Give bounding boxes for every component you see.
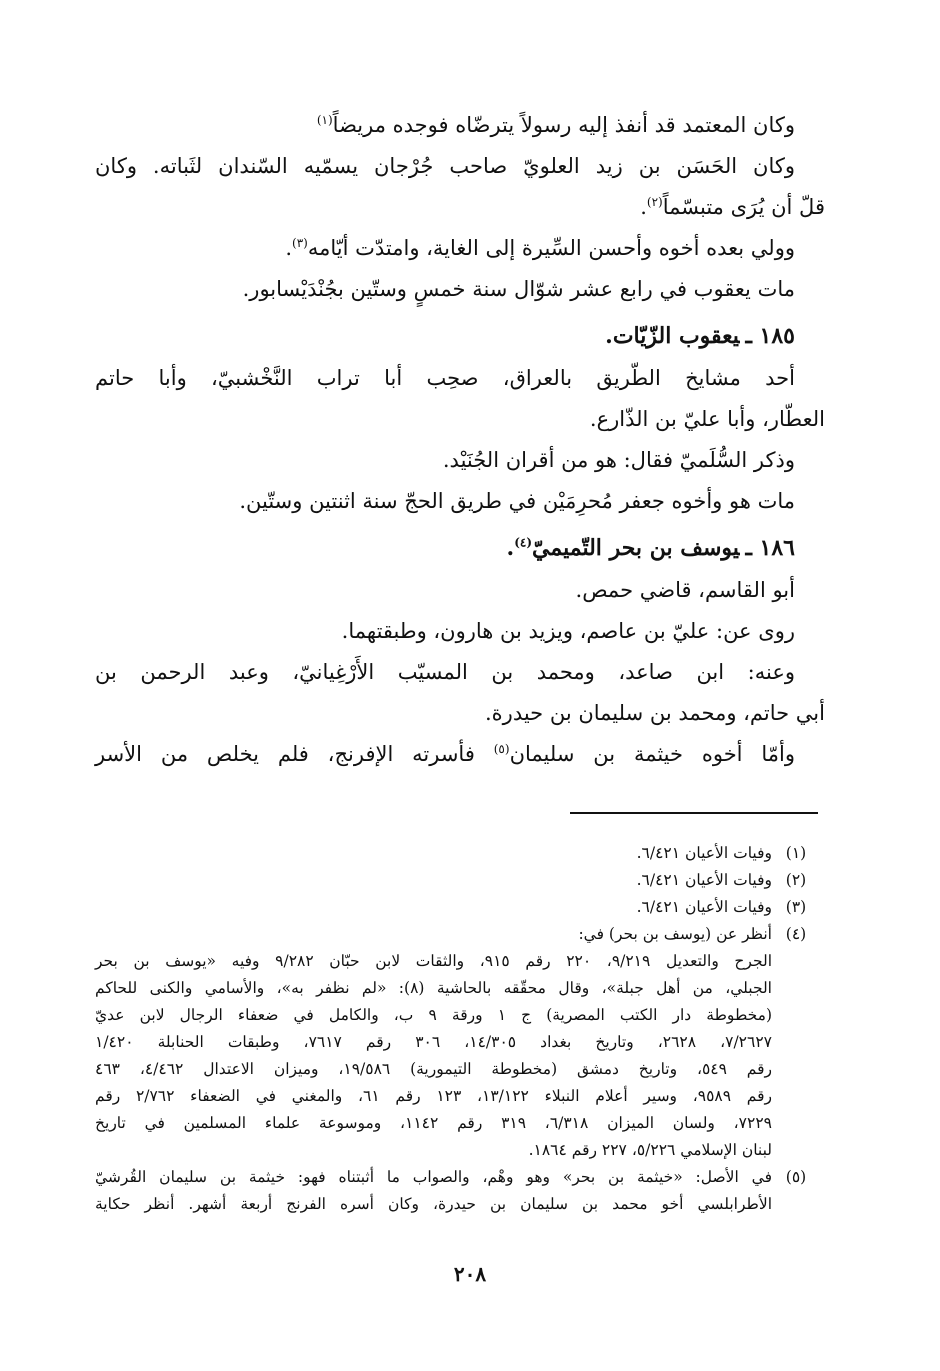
footnote-line: ٧/٢٦٢٧، ٢٦٢٨، وتاريخ بغداد ١٤/٣٠٥، ٣٠٦ رقم ٧٦١٧، وطبقات الحنابلة ١/٤٢٠ (95, 1033, 772, 1051)
page-number: ٢٠٨ (453, 1262, 487, 1286)
text-line: مات يعقوب في رابع عشر شوّال سنة خمسٍ وستّين بجُنْدَيْسابور. (242, 277, 795, 301)
footnote-ref: (١) (316, 113, 333, 127)
footnote-ref: (٤) (514, 535, 533, 550)
footnote-text: وفيات الأعيان ٦/٤٢١. (636, 844, 772, 862)
entry-number: ١٨٦ ـ (745, 535, 795, 561)
entry-heading-186: ١٨٦ ـيوسف بن بحر التّميميّ$^{(٤)}$. (506, 535, 795, 561)
entry-title: يعقوب الزّيّات. (605, 323, 740, 349)
footnote-2 (95, 867, 820, 894)
footnote-text (95, 1164, 772, 1218)
text-line: روى عن: عليّ بن عاصم، ويزيد بن هارون، وطبقتهما. (341, 619, 795, 643)
footnote-4 (95, 921, 820, 1164)
footnote-line: (مخطوطة دار الكتب المصرية) ج ١ ورقة ٩ ب، والكامل في ضعفاء الرجال لابن عديّ (95, 1006, 773, 1024)
footnote-ref: (٥) (493, 742, 510, 756)
footnote-number: (٥) (785, 1168, 807, 1186)
footnote-5 (95, 1164, 820, 1218)
text-line: العطّار، وأبا عليّ بن الذّارع. (589, 407, 825, 431)
footnote-line: الأطرابلسي أخو محمد بن سليمان بن حيدرة، وكان أسره الفرنج أربعة أشهر. أنظر حكاية (95, 1195, 772, 1213)
footnote-ref: (٢) (646, 195, 663, 209)
text-line: مات هو وأخوه جعفر مُحرِمَيْن في طريق الحجّ سنة اثنتين وستّين. (239, 489, 795, 513)
text-line: وأمّا أخوه خيثمة بن سليمان$^{(٥)}$ فأسرته الإفرنج، فلم يخلص من الأسر (95, 742, 795, 766)
text-line: قلّ أن يُرَى متبسّماً$^{(٢)}$. (640, 195, 825, 219)
footnote-number: (١) (785, 844, 807, 862)
main-text (95, 105, 825, 775)
footnote-1 (95, 840, 820, 867)
footnote-text (95, 921, 772, 1164)
text-line: وكان المعتمد قد أنفذ إليه رسولاً يترضّاه فوجده مريضاً$^{(١)}$ (316, 113, 795, 137)
footnote-number: (٤) (785, 925, 807, 943)
footnote-text: وفيات الأعيان ٦/٤٢١. (636, 898, 772, 916)
footnote-line: في الأصل: «خيثمة بن بحر» وهو وهْم، والصواب ما أثبتناه فهو: خيثمة بن سليمان القُرشيّ (95, 1168, 772, 1186)
footnote-line: أنظر عن (يوسف بن بحر) في: (578, 925, 772, 943)
entry-number: ١٨٥ ـ (745, 323, 795, 349)
text-line: أبو القاسم، قاضي حمص. (575, 578, 795, 602)
footnote-text: وفيات الأعيان ٦/٤٢١. (636, 871, 772, 889)
footnote-line: ٧٢٢٩، ولسان الميزان ٦/٣١٨، ٣١٩ رقم ١١٤٢، وموسوعة علماء المسلمين في تاريخ (95, 1114, 772, 1132)
entry-heading-185 (95, 314, 825, 358)
footnote-3 (95, 894, 820, 921)
text-line: وعنه: ابن صاعد، ومحمد بن المسيّب الأَرْغِيانيّ، وعبد الرحمن بن (95, 660, 795, 684)
text-line: وذكر السُّلَميّ فقال: هو من أقران الجُنَيْد. (442, 448, 795, 472)
footnote-separator (570, 812, 818, 814)
text-line: أحد مشايخ الطّريق بالعراق، صحِب أبا تراب النَّخْشبيّ، وأبا حاتم (95, 366, 795, 390)
footnote-line: لبنان الإسلامي ٥/٢٢٦، ٢٢٧ رقم ١٨٦٤. (528, 1141, 772, 1159)
footnote-line: رقم ٥٤٩، وتاريخ دمشق (مخطوطة التيمورية) ١٩/٥٨٦، وميزان الاعتدال ٤/٤٦٢، ٤٦٣ (95, 1060, 772, 1078)
footnote-ref: (٣) (292, 236, 308, 250)
text-line: وولي بعده أخوه وأحسن السِّيرة إلى الغاية، وامتدّت أيّامه$^{(٣)}$. (285, 236, 795, 260)
footnotes (95, 840, 820, 1218)
footnote-number: (٢) (785, 871, 807, 889)
entry-title: يوسف بن بحر التّميميّ (532, 535, 740, 561)
footnote-line: الجرح والتعديل ٩/٢١٩، ٢٢٠ رقم ٩١٥، والثقات لابن حبّان ٩/٢٨٢ وفيه «يوسف بن بحر (95, 952, 773, 970)
text-line: أبي حاتم، ومحمد بن سليمان بن حيدرة. (485, 701, 825, 725)
footnote-number: (٣) (785, 898, 807, 916)
text-line: وكان الحَسَن بن زيد العلويّ صاحب جُرْجان يسمّيه السّندان لثَباته. وكان (95, 154, 795, 178)
footnote-line: الجبلي، من أهل جبلة»، وقال محقّقه بالحاشية (٨): «لم نظفر به»، والأسامي والكنى للحاكم (95, 979, 772, 997)
footnote-line: رقم ٩٥٨٩، وسير أعلام النبلاء ١٣/١٢٢، ١٢٣ رقم ٦١، والمغني في الضعفاء ٢/٧٦٢ رقم (95, 1087, 773, 1105)
